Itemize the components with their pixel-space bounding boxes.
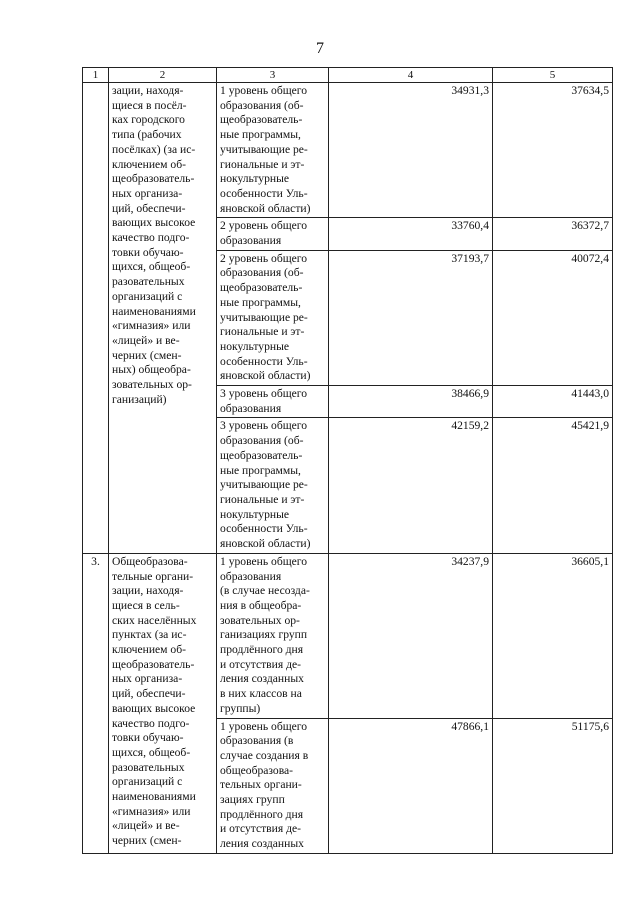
education-level: 3 уровень общего образования (217, 386, 329, 418)
education-level: 1 уровень общего образования (в случае несозда- ния в общеобра- зовательных ор- ганизациях групп продлённого дня и отсутствия де- ления созданных в них классов на группы) (217, 553, 329, 718)
header-col-4: 4 (329, 68, 493, 83)
table-header-row (83, 68, 613, 83)
value-col-5: 36605,1 (493, 553, 613, 718)
header-col-5: 5 (493, 68, 613, 83)
value-col-4: 42159,2 (329, 418, 493, 553)
education-level: 3 уровень общего образования (об- щеобразователь- ные программы, учитывающие ре- гиональные и эт- нокультурные особенности Уль- яновской области) (217, 418, 329, 553)
value-col-5: 51175,6 (493, 718, 613, 853)
education-level: 1 уровень общего образования (об- щеобразователь- ные программы, учитывающие ре- гиональные и эт- нокультурные особенности Уль- яновской области) (217, 83, 329, 218)
value-col-5: 36372,7 (493, 218, 613, 250)
value-col-5: 40072,4 (493, 250, 613, 385)
education-level: 2 уровень общего образования (217, 218, 329, 250)
header-col-2: 2 (109, 68, 217, 83)
tariff-table (82, 67, 613, 854)
organization-type: зации, находя- щиеся в посёл- ках городского типа (рабочих посёлках) (за ис- ключением об- щеобразователь- ных организа- ций, обеспечи- вающих высокое качество подго- товки обучаю- щихся, общеоб- разовательных организаций с наименованиями «гимназия» или «лицей» и ве- черних (смен- ных) общеобра- зовательных ор- ганизаций) (109, 83, 217, 554)
value-col-4: 38466,9 (329, 386, 493, 418)
value-col-4: 34931,3 (329, 83, 493, 218)
education-level: 2 уровень общего образования (об- щеобразователь- ные программы, учитывающие ре- гиональные и эт- нокультурные особенности Уль- яновской области) (217, 250, 329, 385)
organization-type: Общеобразова- тельные органи- зации, находя- щиеся в сель- ских населённых пунктах (за ис- ключением об- щеобразователь- ных организа- ций, обеспечи- вающих высокое качество подго- товки обучаю- щихся, общеоб- разовательных организаций с наименованиями «гимназия» или «лицей» и ве- черних (смен- (109, 553, 217, 853)
row-number: 3. (83, 553, 109, 853)
value-col-5: 45421,9 (493, 418, 613, 553)
row-number (83, 83, 109, 554)
header-col-3: 3 (217, 68, 329, 83)
table-row (83, 553, 613, 718)
page-number: 7 (316, 40, 324, 57)
education-level: 1 уровень общего образования (в случае создания в общеобразова- тельных органи- зациях групп продлённого дня и отсутствия де- ления созданных (217, 718, 329, 853)
value-col-4: 47866,1 (329, 718, 493, 853)
value-col-4: 34237,9 (329, 553, 493, 718)
value-col-5: 41443,0 (493, 386, 613, 418)
value-col-5: 37634,5 (493, 83, 613, 218)
header-col-1: 1 (83, 68, 109, 83)
value-col-4: 37193,7 (329, 250, 493, 385)
value-col-4: 33760,4 (329, 218, 493, 250)
table-row (83, 83, 613, 218)
